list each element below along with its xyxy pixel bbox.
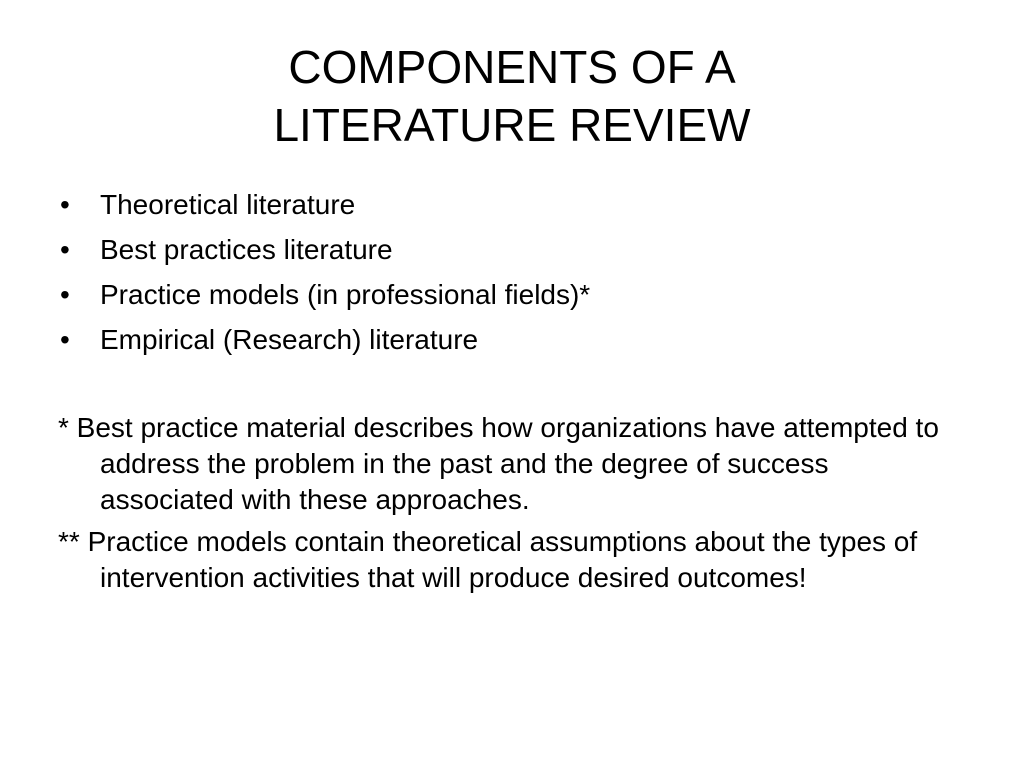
- bullet-icon: •: [60, 279, 70, 310]
- footnotes: [58, 410, 958, 602]
- slide-title-line-2: LITERATURE REVIEW: [273, 99, 751, 151]
- slide-title: [0, 38, 1024, 154]
- bullet-text: Practice models (in professional fields)*: [100, 279, 591, 310]
- bullet-text: Empirical (Research) literature: [100, 324, 479, 355]
- bullet-text: Theoretical literature: [100, 189, 356, 220]
- footnote-best-practice: * Best practice material describes how organizations have attempted to address the problem in the past and the degree of success associated with these approaches.: [58, 412, 939, 515]
- bullet-item-theoretical: [58, 182, 958, 227]
- bullet-icon: •: [60, 189, 70, 220]
- bullet-item-practice-models: [58, 272, 958, 317]
- bullet-icon: •: [60, 324, 70, 355]
- bullet-text: Best practices literature: [100, 234, 393, 265]
- bullet-list: [58, 182, 958, 362]
- bullet-item-best-practices: [58, 227, 958, 272]
- bullet-icon: •: [60, 234, 70, 265]
- bullet-item-empirical: [58, 317, 958, 362]
- slide-title-line-1: COMPONENTS OF A: [288, 41, 736, 93]
- footnote-practice-models: ** Practice models contain theoretical assumptions about the types of intervention activities that will produce desired outcomes!: [58, 526, 918, 593]
